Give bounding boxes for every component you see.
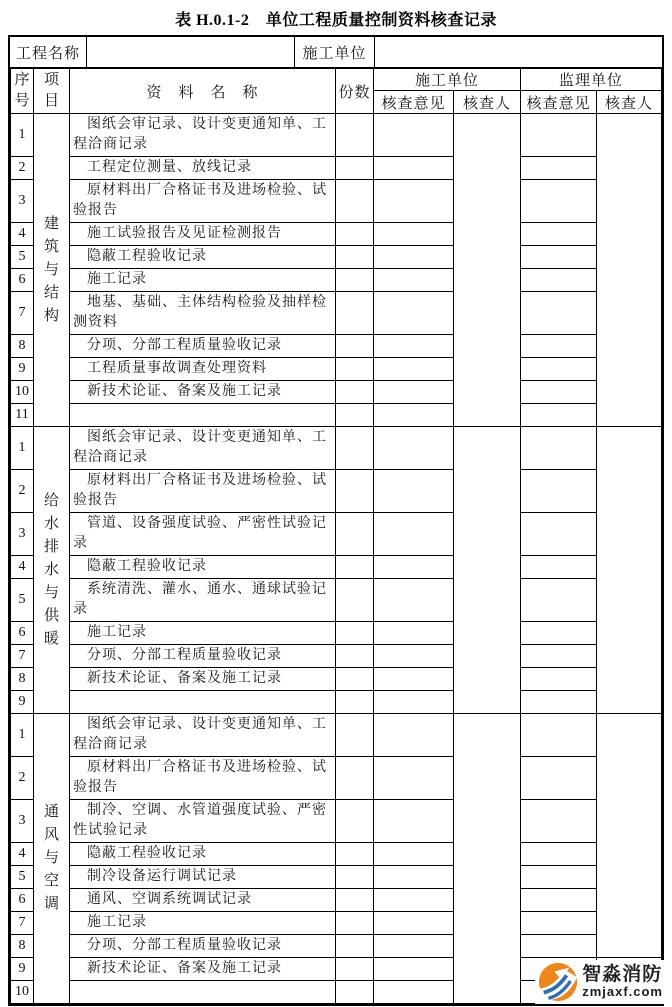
table-row bbox=[11, 427, 662, 470]
construction-unit-value bbox=[375, 37, 662, 68]
construction-opinion-cell bbox=[374, 157, 454, 180]
construction-opinion-cell bbox=[374, 513, 454, 556]
copies-cell bbox=[336, 114, 374, 157]
construction-checker-cell bbox=[454, 427, 521, 714]
material-name-cell: 隐蔽工程验收记录 bbox=[70, 556, 336, 579]
supervision-opinion-cell bbox=[521, 180, 597, 223]
supervision-opinion-cell bbox=[521, 470, 597, 513]
material-name-cell: 图纸会审记录、设计变更通知单、工程洽商记录 bbox=[70, 114, 336, 157]
supervision-opinion-cell bbox=[521, 622, 597, 645]
watermark-domain: zmjaxf.com bbox=[582, 984, 663, 1000]
copies-cell bbox=[336, 958, 374, 981]
material-name-cell: 工程定位测量、放线记录 bbox=[70, 157, 336, 180]
material-name-cell: 制冷、空调、水管道强度试验、严密性试验记录 bbox=[70, 800, 336, 843]
table-row bbox=[11, 668, 662, 691]
row-number-cell: 4 bbox=[11, 843, 34, 866]
copies-cell bbox=[336, 843, 374, 866]
copies-cell bbox=[336, 889, 374, 912]
copies-cell bbox=[336, 757, 374, 800]
page-title: 表 H.0.1-2 单位工程质量控制资料核查记录 bbox=[175, 12, 497, 29]
col-header-supervision-checker: 核查人 bbox=[597, 91, 662, 114]
row-number-cell: 7 bbox=[11, 292, 34, 335]
supervision-opinion-cell bbox=[521, 358, 597, 381]
copies-cell bbox=[336, 381, 374, 404]
supervision-opinion-cell bbox=[521, 579, 597, 622]
table-row bbox=[11, 579, 662, 622]
row-number-cell: 4 bbox=[11, 223, 34, 246]
col-header-supervision-opinion: 核查意见 bbox=[521, 91, 597, 114]
zhimiao-logo-icon bbox=[537, 961, 579, 1003]
material-name-cell bbox=[70, 404, 336, 427]
watermark-logo bbox=[535, 960, 665, 1004]
table-row bbox=[11, 866, 662, 889]
project-name-value bbox=[87, 37, 295, 68]
table-row bbox=[11, 800, 662, 843]
material-name-cell: 新技术论证、备案及施工记录 bbox=[70, 668, 336, 691]
supervision-opinion-cell bbox=[521, 513, 597, 556]
construction-opinion-cell bbox=[374, 335, 454, 358]
material-name-cell: 施工记录 bbox=[70, 269, 336, 292]
row-number-cell: 6 bbox=[11, 269, 34, 292]
col-header-construction-unit: 施工单位 bbox=[374, 69, 521, 91]
supervision-opinion-cell bbox=[521, 404, 597, 427]
row-number-cell: 7 bbox=[11, 912, 34, 935]
construction-opinion-cell bbox=[374, 843, 454, 866]
construction-opinion-cell bbox=[374, 800, 454, 843]
col-header-copies: 份数 bbox=[336, 69, 374, 114]
copies-cell bbox=[336, 335, 374, 358]
material-name-cell: 原材料出厂合格证书及进场检验、试验报告 bbox=[70, 470, 336, 513]
row-number-cell: 8 bbox=[11, 335, 34, 358]
supervision-opinion-cell bbox=[521, 912, 597, 935]
col-header-seq bbox=[11, 69, 34, 114]
material-name-cell: 图纸会审记录、设计变更通知单、工程洽商记录 bbox=[70, 427, 336, 470]
copies-cell bbox=[336, 912, 374, 935]
col-header-material-name: 资 料 名 称 bbox=[70, 69, 336, 114]
section-item-text: 建筑与结构 bbox=[43, 215, 59, 324]
col-header-construction-opinion: 核查意见 bbox=[374, 91, 454, 114]
copies-cell bbox=[336, 981, 374, 1004]
row-number-cell: 6 bbox=[11, 622, 34, 645]
table-row bbox=[11, 470, 662, 513]
material-name-cell: 分项、分部工程质量验收记录 bbox=[70, 645, 336, 668]
copies-cell bbox=[336, 269, 374, 292]
construction-opinion-cell bbox=[374, 981, 454, 1004]
supervision-opinion-cell bbox=[521, 843, 597, 866]
row-number-cell: 1 bbox=[11, 114, 34, 157]
material-name-cell: 隐蔽工程验收记录 bbox=[70, 246, 336, 269]
copies-cell bbox=[336, 800, 374, 843]
table-row bbox=[11, 843, 662, 866]
material-name-cell: 新技术论证、备案及施工记录 bbox=[70, 381, 336, 404]
construction-opinion-cell bbox=[374, 180, 454, 223]
copies-cell bbox=[336, 866, 374, 889]
supervision-opinion-cell bbox=[521, 935, 597, 958]
table-body bbox=[11, 114, 662, 1004]
construction-opinion-cell bbox=[374, 935, 454, 958]
row-number-cell: 1 bbox=[11, 427, 34, 470]
material-name-cell bbox=[70, 981, 336, 1004]
supervision-opinion-cell bbox=[521, 157, 597, 180]
checklist-form bbox=[8, 35, 664, 1006]
construction-opinion-cell bbox=[374, 757, 454, 800]
copies-cell bbox=[336, 935, 374, 958]
row-number-cell: 5 bbox=[11, 246, 34, 269]
copies-cell bbox=[336, 645, 374, 668]
construction-opinion-cell bbox=[374, 470, 454, 513]
table-row bbox=[11, 691, 662, 714]
supervision-opinion-cell bbox=[521, 866, 597, 889]
supervision-opinion-cell bbox=[521, 381, 597, 404]
supervision-checker-cell bbox=[597, 114, 662, 427]
table-row bbox=[11, 335, 662, 358]
supervision-opinion-cell bbox=[521, 800, 597, 843]
section-item-text: 通风与空调 bbox=[43, 804, 59, 912]
table-row bbox=[11, 714, 662, 757]
table-row bbox=[11, 358, 662, 381]
copies-cell bbox=[336, 427, 374, 470]
table-row bbox=[11, 513, 662, 556]
copies-cell bbox=[336, 714, 374, 757]
material-name-cell: 工程质量事故调查处理资料 bbox=[70, 358, 336, 381]
construction-opinion-cell bbox=[374, 246, 454, 269]
construction-opinion-cell bbox=[374, 223, 454, 246]
table-row bbox=[11, 223, 662, 246]
construction-unit-label: 施工单位 bbox=[295, 37, 375, 68]
construction-opinion-cell bbox=[374, 889, 454, 912]
material-name-cell: 施工试验报告及见证检测报告 bbox=[70, 223, 336, 246]
table-row bbox=[11, 757, 662, 800]
construction-opinion-cell bbox=[374, 556, 454, 579]
material-name-cell: 分项、分部工程质量验收记录 bbox=[70, 935, 336, 958]
construction-opinion-cell bbox=[374, 269, 454, 292]
copies-cell bbox=[336, 470, 374, 513]
seq-header-label: 序号 bbox=[14, 72, 30, 109]
section-item-label bbox=[34, 427, 70, 714]
col-header-construction-checker: 核查人 bbox=[454, 91, 521, 114]
row-number-cell: 9 bbox=[11, 958, 34, 981]
copies-cell bbox=[336, 292, 374, 335]
info-row bbox=[10, 37, 662, 68]
row-number-cell: 10 bbox=[11, 381, 34, 404]
material-name-cell: 原材料出厂合格证书及进场检验、试验报告 bbox=[70, 757, 336, 800]
row-number-cell: 6 bbox=[11, 889, 34, 912]
section-item-text: 给水排水与供暖 bbox=[43, 492, 59, 647]
table-row bbox=[11, 269, 662, 292]
section-item-label bbox=[34, 114, 70, 427]
material-name-cell: 新技术论证、备案及施工记录 bbox=[70, 958, 336, 981]
row-number-cell: 3 bbox=[11, 513, 34, 556]
supervision-opinion-cell bbox=[521, 292, 597, 335]
table-row bbox=[11, 157, 662, 180]
copies-cell bbox=[336, 622, 374, 645]
row-number-cell: 3 bbox=[11, 180, 34, 223]
supervision-checker-cell bbox=[597, 714, 662, 958]
material-name-cell: 分项、分部工程质量验收记录 bbox=[70, 335, 336, 358]
row-number-cell: 10 bbox=[11, 981, 34, 1004]
row-number-cell: 9 bbox=[11, 691, 34, 714]
row-number-cell: 5 bbox=[11, 579, 34, 622]
row-number-cell: 11 bbox=[11, 404, 34, 427]
supervision-opinion-cell bbox=[521, 889, 597, 912]
supervision-opinion-cell bbox=[521, 246, 597, 269]
table-row bbox=[11, 381, 662, 404]
watermark-text bbox=[582, 965, 663, 999]
table-row bbox=[11, 246, 662, 269]
copies-cell bbox=[336, 358, 374, 381]
row-number-cell: 9 bbox=[11, 358, 34, 381]
material-name-cell bbox=[70, 691, 336, 714]
supervision-opinion-cell bbox=[521, 714, 597, 757]
supervision-opinion-cell bbox=[521, 335, 597, 358]
row-number-cell: 3 bbox=[11, 800, 34, 843]
construction-opinion-cell bbox=[374, 358, 454, 381]
table-row bbox=[11, 912, 662, 935]
supervision-opinion-cell bbox=[521, 427, 597, 470]
material-name-cell: 施工记录 bbox=[70, 622, 336, 645]
table-row bbox=[11, 935, 662, 958]
table-row bbox=[11, 292, 662, 335]
checklist-table bbox=[10, 68, 662, 1004]
row-number-cell: 8 bbox=[11, 935, 34, 958]
table-row bbox=[11, 622, 662, 645]
construction-opinion-cell bbox=[374, 668, 454, 691]
material-name-cell: 图纸会审记录、设计变更通知单、工程洽商记录 bbox=[70, 714, 336, 757]
copies-cell bbox=[336, 579, 374, 622]
row-number-cell: 7 bbox=[11, 645, 34, 668]
construction-opinion-cell bbox=[374, 912, 454, 935]
copies-cell bbox=[336, 157, 374, 180]
project-name-label: 工程名称 bbox=[10, 37, 87, 68]
material-name-cell: 通风、空调系统调试记录 bbox=[70, 889, 336, 912]
supervision-opinion-cell bbox=[521, 668, 597, 691]
copies-cell bbox=[336, 246, 374, 269]
item-header-label: 项目 bbox=[43, 72, 59, 109]
col-header-supervision-unit: 监理单位 bbox=[521, 69, 662, 91]
construction-opinion-cell bbox=[374, 645, 454, 668]
col-header-item bbox=[34, 69, 70, 114]
watermark-brand: 智淼消防 bbox=[582, 964, 663, 986]
material-name-cell: 隐蔽工程验收记录 bbox=[70, 843, 336, 866]
supervision-opinion-cell bbox=[521, 556, 597, 579]
copies-cell bbox=[336, 556, 374, 579]
construction-opinion-cell bbox=[374, 958, 454, 981]
row-number-cell: 5 bbox=[11, 866, 34, 889]
supervision-opinion-cell bbox=[521, 114, 597, 157]
construction-opinion-cell bbox=[374, 691, 454, 714]
supervision-checker-cell bbox=[597, 427, 662, 714]
material-name-cell: 系统清洗、灌水、通水、通球试验记录 bbox=[70, 579, 336, 622]
table-row bbox=[11, 645, 662, 668]
table-row bbox=[11, 556, 662, 579]
construction-opinion-cell bbox=[374, 292, 454, 335]
section-item-label bbox=[34, 714, 70, 1004]
copies-cell bbox=[336, 404, 374, 427]
construction-opinion-cell bbox=[374, 427, 454, 470]
copies-cell bbox=[336, 691, 374, 714]
table-row bbox=[11, 180, 662, 223]
construction-checker-cell bbox=[454, 114, 521, 427]
material-name-cell: 管道、设备强度试验、严密性试验记录 bbox=[70, 513, 336, 556]
material-name-cell: 制冷设备运行调试记录 bbox=[70, 866, 336, 889]
copies-cell bbox=[336, 513, 374, 556]
supervision-opinion-cell bbox=[521, 757, 597, 800]
row-number-cell: 1 bbox=[11, 714, 34, 757]
table-row bbox=[11, 889, 662, 912]
construction-opinion-cell bbox=[374, 114, 454, 157]
row-number-cell: 2 bbox=[11, 757, 34, 800]
table-row bbox=[11, 404, 662, 427]
row-number-cell: 4 bbox=[11, 556, 34, 579]
copies-cell bbox=[336, 668, 374, 691]
construction-opinion-cell bbox=[374, 714, 454, 757]
row-number-cell: 2 bbox=[11, 157, 34, 180]
supervision-opinion-cell bbox=[521, 645, 597, 668]
construction-opinion-cell bbox=[374, 404, 454, 427]
supervision-opinion-cell bbox=[521, 691, 597, 714]
supervision-opinion-cell bbox=[521, 269, 597, 292]
construction-checker-cell bbox=[454, 714, 521, 1004]
copies-cell bbox=[336, 180, 374, 223]
header-group-row bbox=[11, 69, 662, 91]
row-number-cell: 2 bbox=[11, 470, 34, 513]
material-name-cell: 原材料出厂合格证书及进场检验、试验报告 bbox=[70, 180, 336, 223]
material-name-cell: 施工记录 bbox=[70, 912, 336, 935]
table-row bbox=[11, 114, 662, 157]
row-number-cell: 8 bbox=[11, 668, 34, 691]
construction-opinion-cell bbox=[374, 866, 454, 889]
copies-cell bbox=[336, 223, 374, 246]
supervision-opinion-cell bbox=[521, 223, 597, 246]
construction-opinion-cell bbox=[374, 381, 454, 404]
construction-opinion-cell bbox=[374, 622, 454, 645]
material-name-cell: 地基、基础、主体结构检验及抽样检测资料 bbox=[70, 292, 336, 335]
construction-opinion-cell bbox=[374, 579, 454, 622]
